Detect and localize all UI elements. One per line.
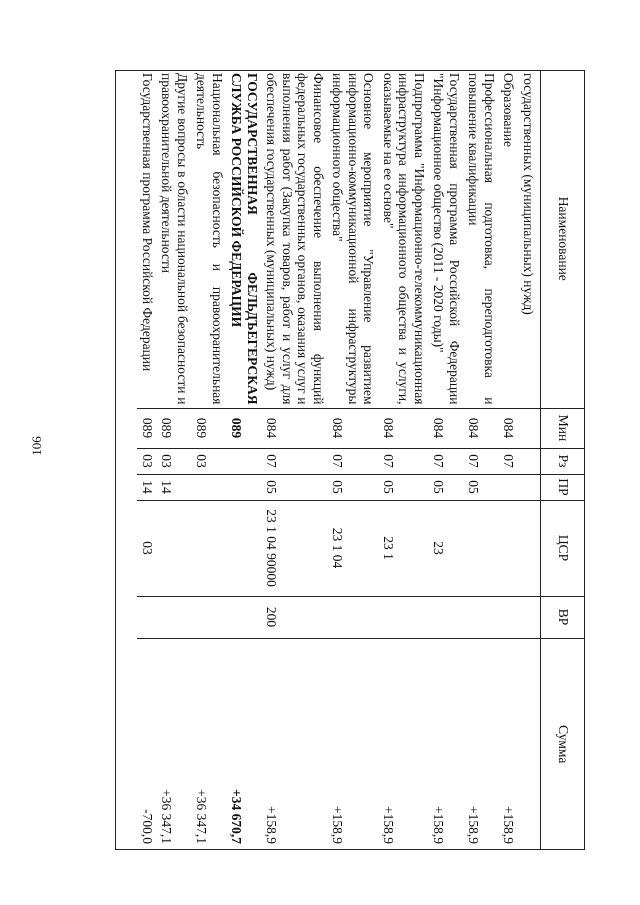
cell-vr <box>378 596 429 638</box>
cell-sum: +158,9 <box>328 638 379 850</box>
cell-pr: 05 <box>262 474 328 500</box>
cell-sum: +158,9 <box>499 638 519 850</box>
cell-name: Государственная программа Российской Федерации <box>139 73 155 372</box>
cell-csr <box>464 500 499 596</box>
cell-min: 084 <box>328 408 379 448</box>
header-sum: Сумма <box>541 638 586 850</box>
cell-rz: 07 <box>328 448 379 474</box>
cell-rz: 07 <box>429 448 464 474</box>
cell-pr: 05 <box>328 474 379 500</box>
cell-csr <box>518 500 540 596</box>
cell-min: 089 <box>137 408 157 448</box>
cell-sum: +158,9 <box>378 638 429 850</box>
cell-sum: +158,9 <box>262 638 328 850</box>
cell-csr: 23 1 04 <box>328 500 379 596</box>
table-row <box>137 70 157 850</box>
cell-sum: +158,9 <box>464 638 499 850</box>
cell-rz: 07 <box>464 448 499 474</box>
cell-pr: 05 <box>464 474 499 500</box>
cell-vr <box>499 596 519 638</box>
cell-name: государственных (муниципальных) нужд) <box>521 73 536 315</box>
cell-min: 084 <box>378 408 429 448</box>
header-csr: ЦСР <box>541 500 586 596</box>
cell-sum: +34 670,7 <box>227 638 262 850</box>
cell-name: Основное мероприятие "Управление развитием информационно-коммуникационной инфраструктуры информационного общества" <box>330 73 377 405</box>
cell-vr <box>137 596 157 638</box>
cell-vr <box>227 596 262 638</box>
table-row <box>192 70 227 850</box>
cell-name: Образование <box>501 73 517 147</box>
cell-rz: 03 <box>157 448 192 474</box>
table-row <box>429 70 464 850</box>
cell-csr <box>227 500 262 596</box>
cell-name: Другие вопросы в области национальной безопасности и правоохранительной деятельности <box>159 73 190 405</box>
cell-min: 089 <box>192 408 227 448</box>
cell-csr: 23 1 <box>378 500 429 596</box>
cell-pr: 14 <box>157 474 192 500</box>
cell-rz <box>227 448 262 474</box>
cell-name: ГОСУДАРСТВЕННАЯ ФЕЛЬДЪЕГЕРСКАЯ СЛУЖБА РОССИЙСКОЙ ФЕДЕРАЦИИ <box>229 73 260 405</box>
cell-vr <box>464 596 499 638</box>
table-row <box>518 70 540 850</box>
table-header-row <box>541 70 586 850</box>
cell-pr: 05 <box>429 474 464 500</box>
cell-vr <box>328 596 379 638</box>
budget-table <box>137 70 585 850</box>
cell-sum: -700,0 <box>137 638 157 850</box>
cell-name: Финансовое обеспечение выполнения функций федеральных государственных органов, оказания услуг и выполнения работ (Закупка товаров, работ и услуг для обеспечения государственных (муниципальных) нужд) <box>264 73 326 405</box>
cell-name: Государственная программа Российской Федерации "Информационное общество (2011 - 2020 годы)" <box>431 73 462 405</box>
table-row <box>157 70 192 850</box>
cell-min: 084 <box>262 408 328 448</box>
header-pr: ПР <box>541 474 586 500</box>
cell-rz: 03 <box>192 448 227 474</box>
cell-csr: 03 <box>137 500 157 596</box>
cell-min <box>518 408 540 448</box>
rotated-page-content <box>115 70 585 850</box>
cell-rz: 07 <box>378 448 429 474</box>
cell-name: Национальная безопасность и правоохранительная деятельность <box>194 73 225 405</box>
cell-rz: 07 <box>262 448 328 474</box>
page-number: 106 <box>29 436 44 456</box>
cell-vr <box>157 596 192 638</box>
cell-rz: 03 <box>137 448 157 474</box>
cell-min: 084 <box>429 408 464 448</box>
table-row <box>262 70 328 850</box>
cell-sum: +158,9 <box>429 638 464 850</box>
cell-vr <box>192 596 227 638</box>
cell-pr: 05 <box>378 474 429 500</box>
cell-rz <box>518 448 540 474</box>
cell-pr <box>192 474 227 500</box>
cell-min: 084 <box>464 408 499 448</box>
cell-vr <box>518 596 540 638</box>
table-row <box>328 70 379 850</box>
cell-name: Подпрограмма "Информационно-телекоммуникационная инфраструктура информационного общества и услуги, оказываемые на ее основе" <box>380 73 427 405</box>
cell-min: 089 <box>157 408 192 448</box>
cell-name: Профессиональная подготовка, переподготовка и повышение квалификации <box>466 73 497 405</box>
header-vr: ВР <box>541 596 586 638</box>
cell-pr: 14 <box>137 474 157 500</box>
header-rz: Рз <box>541 448 586 474</box>
cell-csr <box>499 500 519 596</box>
cell-sum: +36 347,1 <box>157 638 192 850</box>
table-row <box>499 70 519 850</box>
cell-sum <box>518 638 540 850</box>
header-min: Мин <box>541 408 586 448</box>
table-row <box>464 70 499 850</box>
cell-pr <box>227 474 262 500</box>
cell-csr: 23 <box>429 500 464 596</box>
header-name: Наименование <box>541 70 586 408</box>
cell-vr: 200 <box>262 596 328 638</box>
cell-rz: 07 <box>499 448 519 474</box>
cell-pr <box>499 474 519 500</box>
cell-csr <box>192 500 227 596</box>
table-row <box>227 70 262 850</box>
cell-vr <box>429 596 464 638</box>
cell-min: 089 <box>227 408 262 448</box>
cell-csr <box>157 500 192 596</box>
cell-sum: +36 347,1 <box>192 638 227 850</box>
cell-pr <box>518 474 540 500</box>
cell-min: 084 <box>499 408 519 448</box>
table-row <box>378 70 429 850</box>
cell-csr: 23 1 04 90000 <box>262 500 328 596</box>
